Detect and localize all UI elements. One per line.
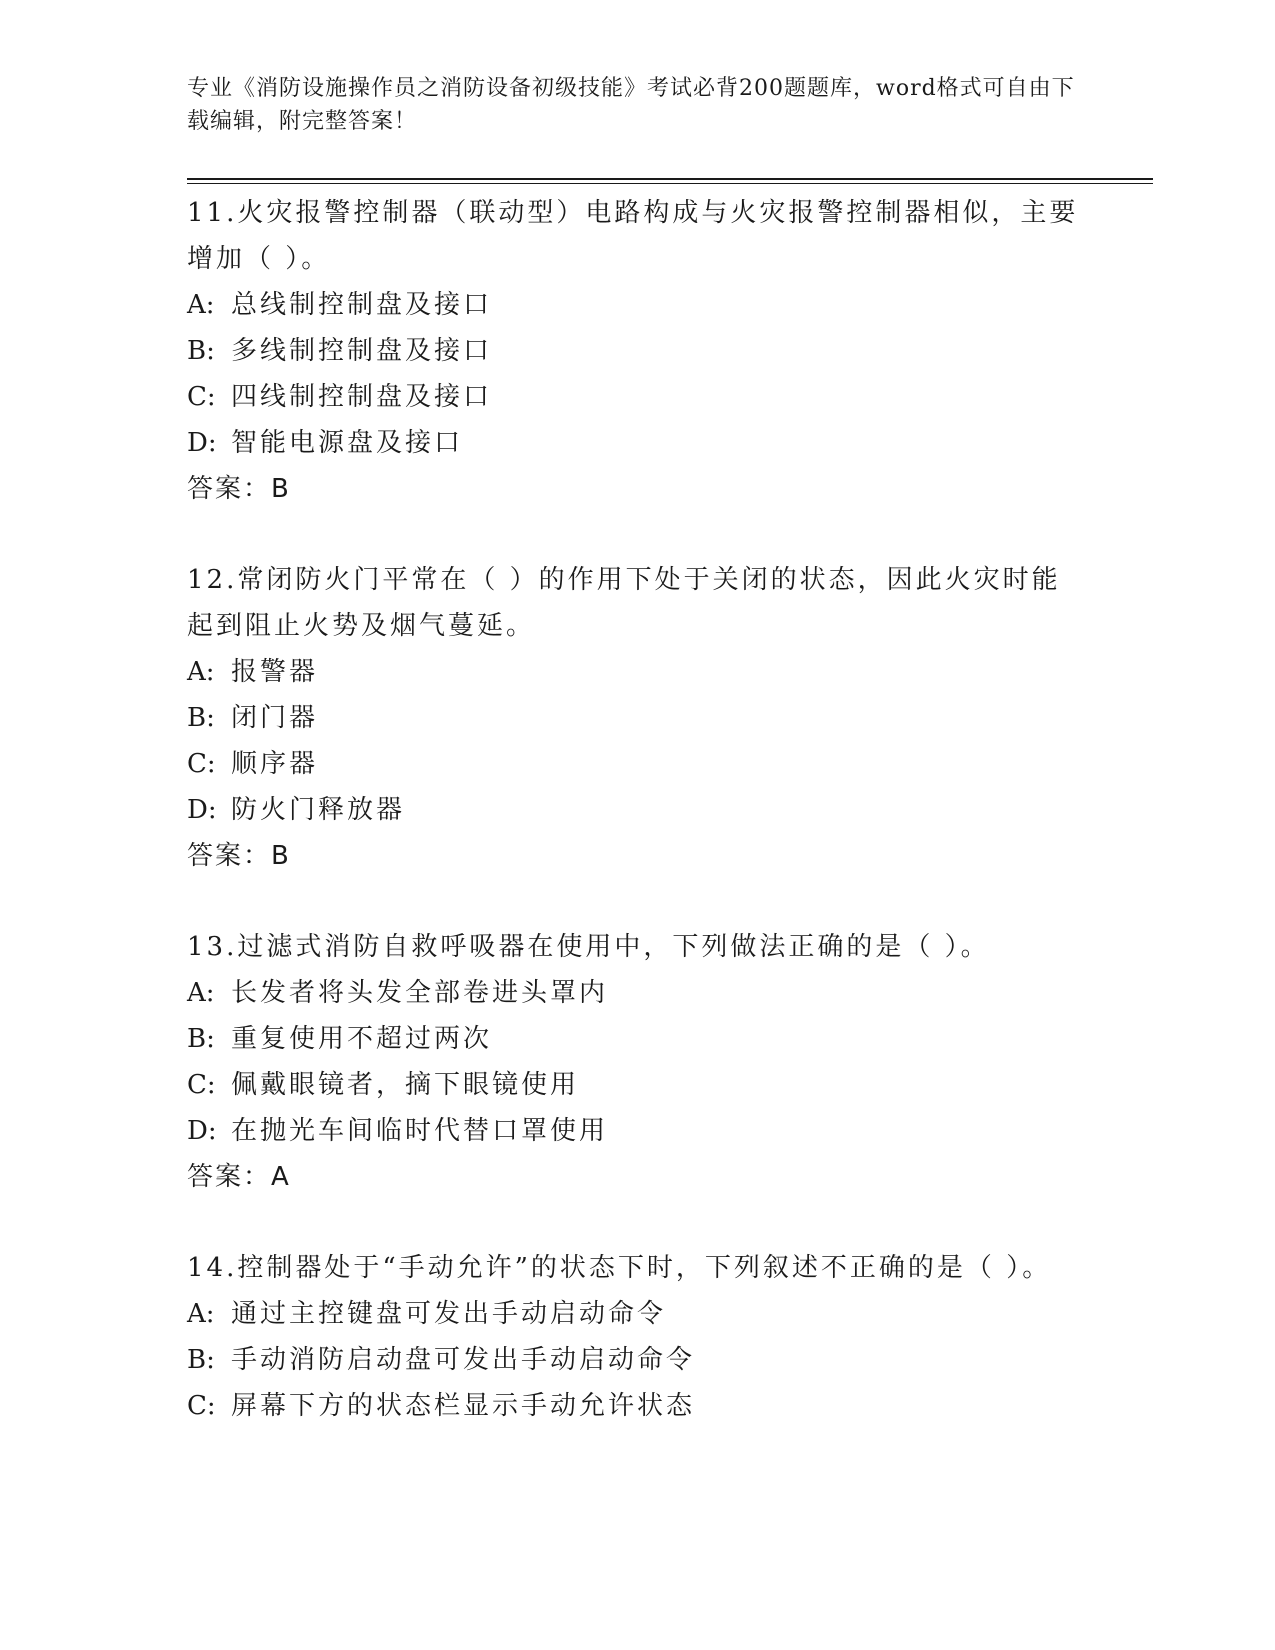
- option-c: [187, 1062, 1087, 1108]
- option-a: [187, 970, 1087, 1016]
- option-b: [187, 1016, 1087, 1062]
- question-13: [187, 924, 1087, 1200]
- option-letter: D:: [187, 795, 217, 825]
- option-letter: B:: [187, 703, 215, 733]
- option-c: [187, 741, 1087, 787]
- option-letter: A:: [187, 290, 215, 320]
- option-d: [187, 1108, 1087, 1154]
- option-text: 总线制控制盘及接口: [231, 290, 493, 320]
- option-text: 顺序器: [231, 749, 319, 779]
- option-letter: C:: [187, 1391, 216, 1421]
- option-a: [187, 649, 1087, 695]
- option-b: [187, 1337, 1087, 1383]
- question-14: [187, 1245, 1087, 1429]
- option-text: 佩戴眼镜者，摘下眼镜使用: [231, 1070, 580, 1100]
- option-letter: C:: [187, 382, 216, 412]
- header-divider-thick: [187, 178, 1153, 180]
- option-c: [187, 374, 1087, 420]
- option-text: 报警器: [231, 657, 319, 687]
- question-stem: 13.过滤式消防自救呼吸器在使用中，下列做法正确的是（ ）。: [187, 932, 990, 962]
- option-letter: A:: [187, 1299, 215, 1329]
- option-letter: A:: [187, 657, 215, 687]
- option-c: [187, 1383, 1087, 1429]
- option-text: 重复使用不超过两次: [231, 1024, 493, 1054]
- option-text: 手动消防启动盘可发出手动启动命令: [231, 1345, 696, 1375]
- option-letter: B:: [187, 336, 215, 366]
- option-text: 防火门释放器: [231, 795, 406, 825]
- document-header: [187, 72, 1087, 138]
- option-b: [187, 328, 1087, 374]
- option-a: [187, 1291, 1087, 1337]
- option-text: 闭门器: [231, 703, 319, 733]
- option-letter: D:: [187, 428, 217, 458]
- option-text: 智能电源盘及接口: [231, 428, 464, 458]
- question-stem: 14.控制器处于“手动允许”的状态下时，下列叙述不正确的是（ ）。: [187, 1253, 1052, 1283]
- answer-line: 答案：A: [187, 1162, 291, 1192]
- option-letter: C:: [187, 749, 216, 779]
- answer-line: 答案：B: [187, 474, 291, 504]
- question-stem: 12.常闭防火门平常在（ ）的作用下处于关闭的状态，因此火灾时能起到阻止火势及烟气蔓延。: [187, 565, 1061, 641]
- option-text: 在抛光车间临时代替口罩使用: [231, 1116, 609, 1146]
- option-text: 四线制控制盘及接口: [231, 382, 493, 412]
- question-list: [187, 190, 1087, 1474]
- answer-line: 答案：B: [187, 841, 291, 871]
- option-text: 多线制控制盘及接口: [231, 336, 493, 366]
- option-text: 长发者将头发全部卷进头罩内: [231, 978, 609, 1008]
- option-text: 屏幕下方的状态栏显示手动允许状态: [231, 1391, 696, 1421]
- header-intro: 专业《消防设施操作员之消防设备初级技能》考试必背200题题库，word格式可自由下载编辑，附完整答案！: [187, 76, 1075, 134]
- option-letter: B:: [187, 1345, 215, 1375]
- option-letter: B:: [187, 1024, 215, 1054]
- question-stem: 11.火灾报警控制器（联动型）电路构成与火灾报警控制器相似，主要增加（ ）。: [187, 198, 1079, 274]
- option-b: [187, 695, 1087, 741]
- option-text: 通过主控键盘可发出手动启动命令: [231, 1299, 667, 1329]
- option-letter: C:: [187, 1070, 216, 1100]
- header-divider-thin: [187, 183, 1153, 184]
- option-letter: D:: [187, 1116, 217, 1146]
- option-a: [187, 282, 1087, 328]
- question-11: [187, 190, 1087, 512]
- option-letter: A:: [187, 978, 215, 1008]
- option-d: [187, 420, 1087, 466]
- question-12: [187, 557, 1087, 879]
- option-d: [187, 787, 1087, 833]
